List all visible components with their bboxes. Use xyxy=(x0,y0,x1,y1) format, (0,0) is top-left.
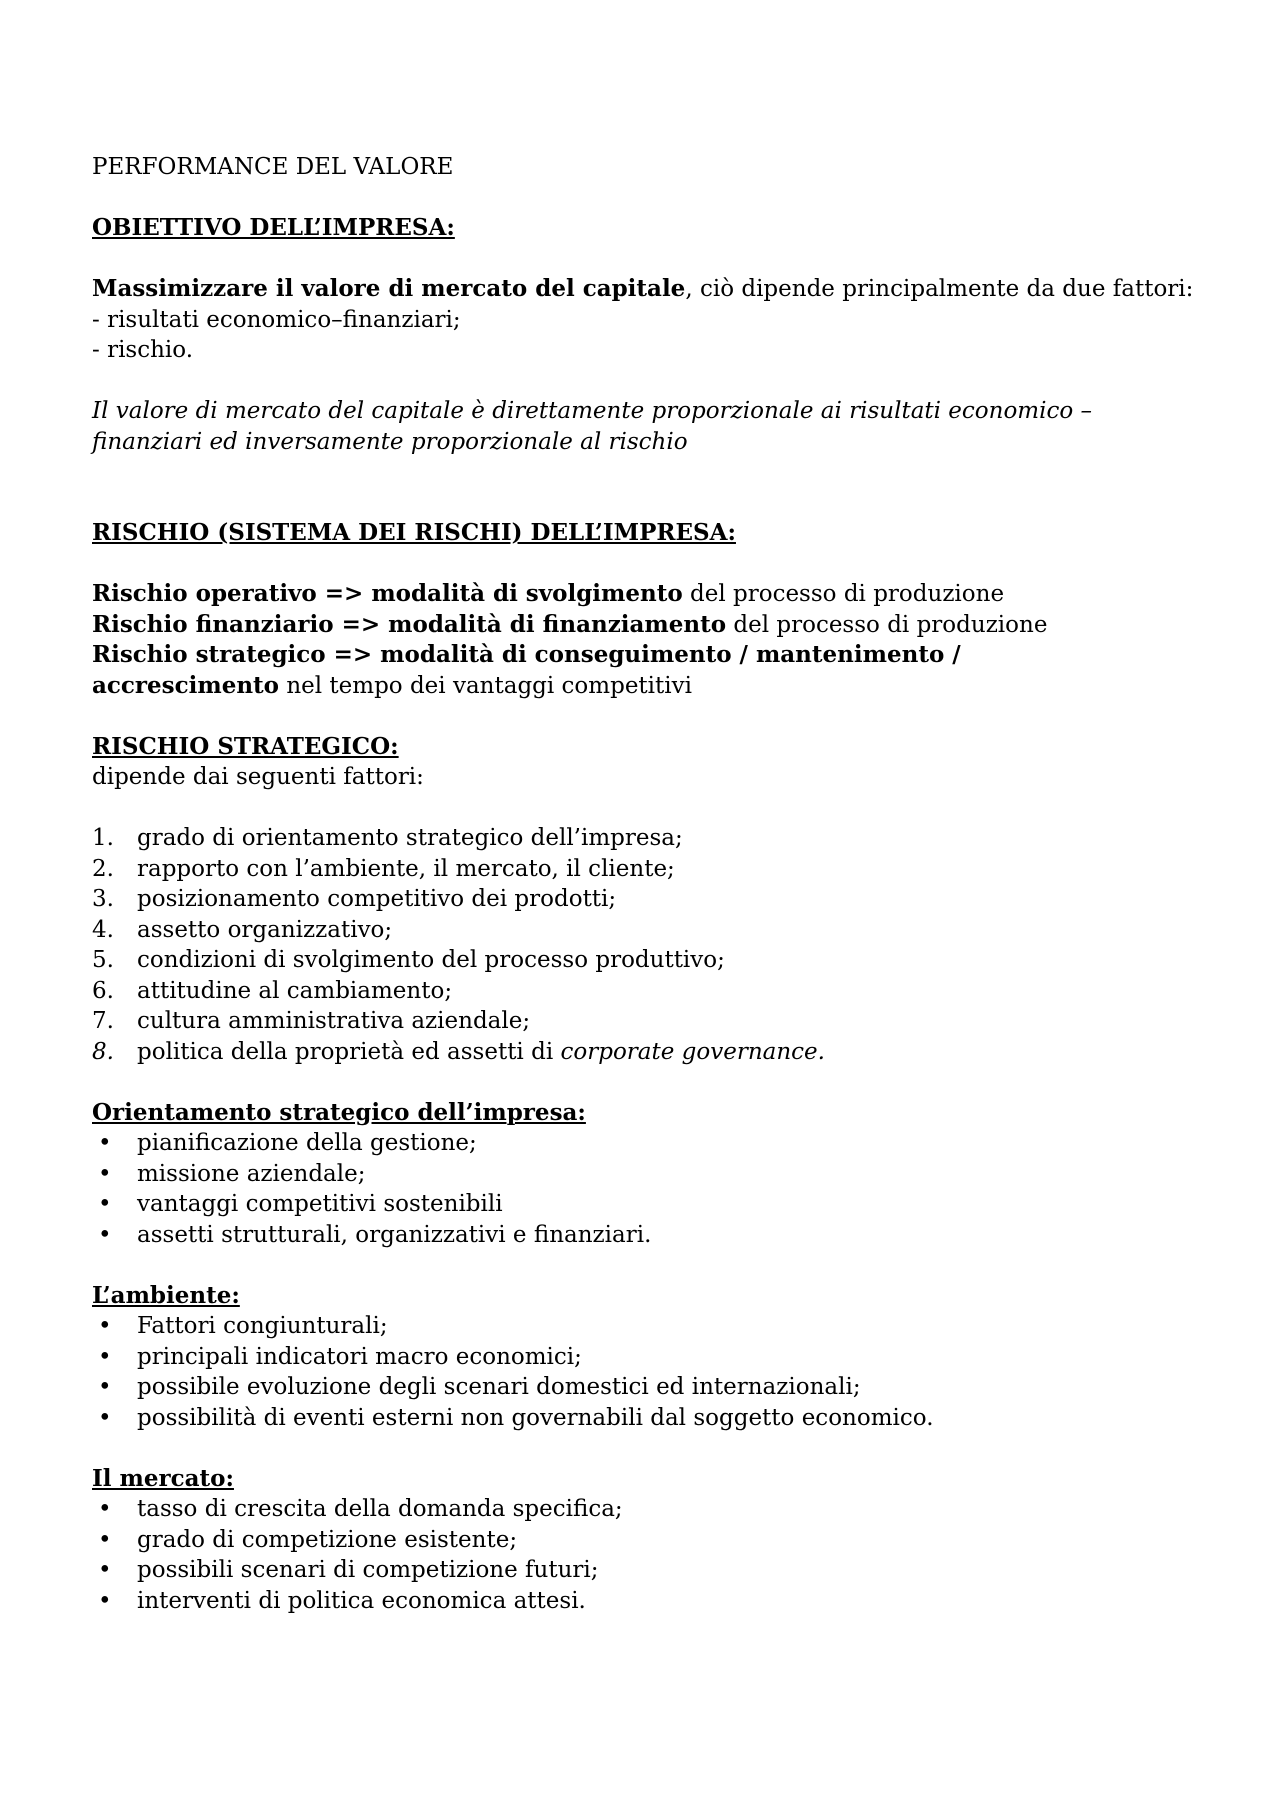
objective-statement xyxy=(92,274,1192,305)
objective-factor: - risultati economico–finanziari; xyxy=(92,306,461,333)
list-number: 2. xyxy=(92,855,114,882)
risk-row-rest: del processo di produzione xyxy=(726,611,1048,638)
numbered-list-item xyxy=(92,945,1192,976)
bullet-icon: • xyxy=(98,1496,112,1522)
list-number: 5. xyxy=(92,947,114,973)
bullet-list-item xyxy=(92,1159,1192,1190)
bullet-list-item xyxy=(92,1189,1192,1220)
bullet-icon: • xyxy=(98,1191,112,1217)
list-number: 7. xyxy=(92,1008,114,1034)
bullet-icon: • xyxy=(98,1343,112,1370)
document-title: PERFORMANCE DEL VALORE xyxy=(92,154,454,180)
bullet-list-item xyxy=(92,1403,1192,1434)
numbered-list-item xyxy=(92,915,1192,946)
objective-lead-rest: , ciò dipende principalmente da due fattori: xyxy=(685,276,1194,302)
bullet-icon: • xyxy=(98,1374,112,1400)
objective-lead-bold: Massimizzare il valore di mercato del capitale xyxy=(92,275,686,302)
numbered-list-item xyxy=(92,1037,1192,1068)
list-number: 1. xyxy=(92,825,114,851)
bullet-list-item xyxy=(92,1586,1192,1617)
bullet-icon: • xyxy=(98,1130,112,1156)
risk-row-bold: Rischio finanziario => modalità di finanziamento xyxy=(92,610,727,638)
objective-note: Il valore di mercato del capitale è direttamente proporzionale ai risultati economico – finanziari ed inversamente proporzionale al rischio xyxy=(92,398,1093,455)
bullet-list-item xyxy=(92,1342,1192,1373)
list-number: 4. xyxy=(92,916,114,943)
orientation-heading: Orientamento strategico dell’impresa: xyxy=(92,1098,586,1126)
bullet-list-item xyxy=(92,1555,1192,1586)
risk-row-bold: Rischio strategico => modalità di conseguimento / mantenimento / accrescimento xyxy=(92,641,961,699)
list-text-italic: corporate governance. xyxy=(560,1038,825,1065)
list-text: assetti strutturali, organizzativi e finanziari. xyxy=(137,1221,652,1248)
list-text: possibile evoluzione degli scenari domestici ed internazionali; xyxy=(137,1374,861,1400)
numbered-list-item xyxy=(92,854,1192,885)
market-list xyxy=(92,1494,1192,1616)
bullet-list-item xyxy=(92,1311,1192,1342)
strategic-risk-heading: RISCHIO STRATEGICO: xyxy=(92,732,399,760)
list-text: politica della proprietà ed assetti di xyxy=(137,1038,561,1065)
list-text: pianificazione della gestione; xyxy=(137,1130,477,1156)
numbered-list-item xyxy=(92,976,1192,1007)
list-text: condizioni di svolgimento del processo produttivo; xyxy=(137,947,725,973)
list-text: grado di competizione esistente; xyxy=(137,1526,518,1553)
bullet-list-item xyxy=(92,1494,1192,1525)
risk-row-operational xyxy=(92,579,1192,610)
list-text: cultura amministrativa aziendale; xyxy=(137,1008,531,1034)
list-text: possibili scenari di competizione futuri; xyxy=(137,1557,599,1583)
environment-list xyxy=(92,1311,1192,1433)
bullet-icon: • xyxy=(98,1404,112,1431)
list-number: 6. xyxy=(92,977,114,1004)
list-number: 8. xyxy=(92,1038,114,1065)
bullet-icon: • xyxy=(98,1313,112,1339)
market-heading: Il mercato: xyxy=(92,1464,234,1492)
bullet-icon: • xyxy=(98,1526,112,1553)
risk-row-strategic xyxy=(92,640,1132,701)
bullet-list-item xyxy=(92,1372,1192,1403)
environment-heading: L’ambiente: xyxy=(92,1281,240,1309)
bullet-icon: • xyxy=(98,1160,112,1187)
document-page xyxy=(92,152,1192,1616)
bullet-icon: • xyxy=(98,1587,112,1614)
risk-row-financial xyxy=(92,610,1192,641)
orientation-list xyxy=(92,1128,1192,1250)
list-text: principali indicatori macro economici; xyxy=(137,1343,582,1370)
list-text: Fattori congiunturali; xyxy=(137,1313,388,1339)
objective-factor: - rischio. xyxy=(92,337,194,363)
list-text: grado di orientamento strategico dell’impresa; xyxy=(137,825,683,851)
list-text: assetto organizzativo; xyxy=(137,916,393,943)
bullet-icon: • xyxy=(98,1557,112,1583)
risk-system-heading: RISCHIO (SISTEMA DEI RISCHI) DELL’IMPRESA: xyxy=(92,519,736,546)
list-text: posizionamento competitivo dei prodotti; xyxy=(137,886,617,912)
strategic-risk-intro: dipende dai seguenti fattori: xyxy=(92,764,424,790)
list-text: interventi di politica economica attesi. xyxy=(137,1587,586,1614)
objective-heading: OBIETTIVO DELL’IMPRESA: xyxy=(92,214,455,241)
strategic-risk-list xyxy=(92,823,1192,1067)
list-text: vantaggi competitivi sostenibili xyxy=(137,1191,503,1217)
risk-row-rest: nel tempo dei vantaggi competitivi xyxy=(279,672,692,699)
numbered-list-item xyxy=(92,823,1192,854)
list-number: 3. xyxy=(92,886,114,912)
list-text: possibilità di eventi esterni non governabili dal soggetto economico. xyxy=(137,1404,934,1431)
bullet-list-item xyxy=(92,1128,1192,1159)
numbered-list-item xyxy=(92,884,1192,915)
numbered-list-item xyxy=(92,1006,1192,1037)
list-text: attitudine al cambiamento; xyxy=(137,977,453,1004)
list-text: tasso di crescita della domanda specifica; xyxy=(137,1496,623,1522)
risk-row-rest: del processo di produzione xyxy=(682,581,1005,607)
bullet-list-item xyxy=(92,1220,1192,1251)
list-text: rapporto con l’ambiente, il mercato, il cliente; xyxy=(137,855,675,882)
bullet-list-item xyxy=(92,1525,1192,1556)
bullet-icon: • xyxy=(98,1221,112,1248)
list-text: missione aziendale; xyxy=(137,1160,366,1187)
risk-row-bold: Rischio operativo => modalità di svolgimento xyxy=(92,580,683,607)
